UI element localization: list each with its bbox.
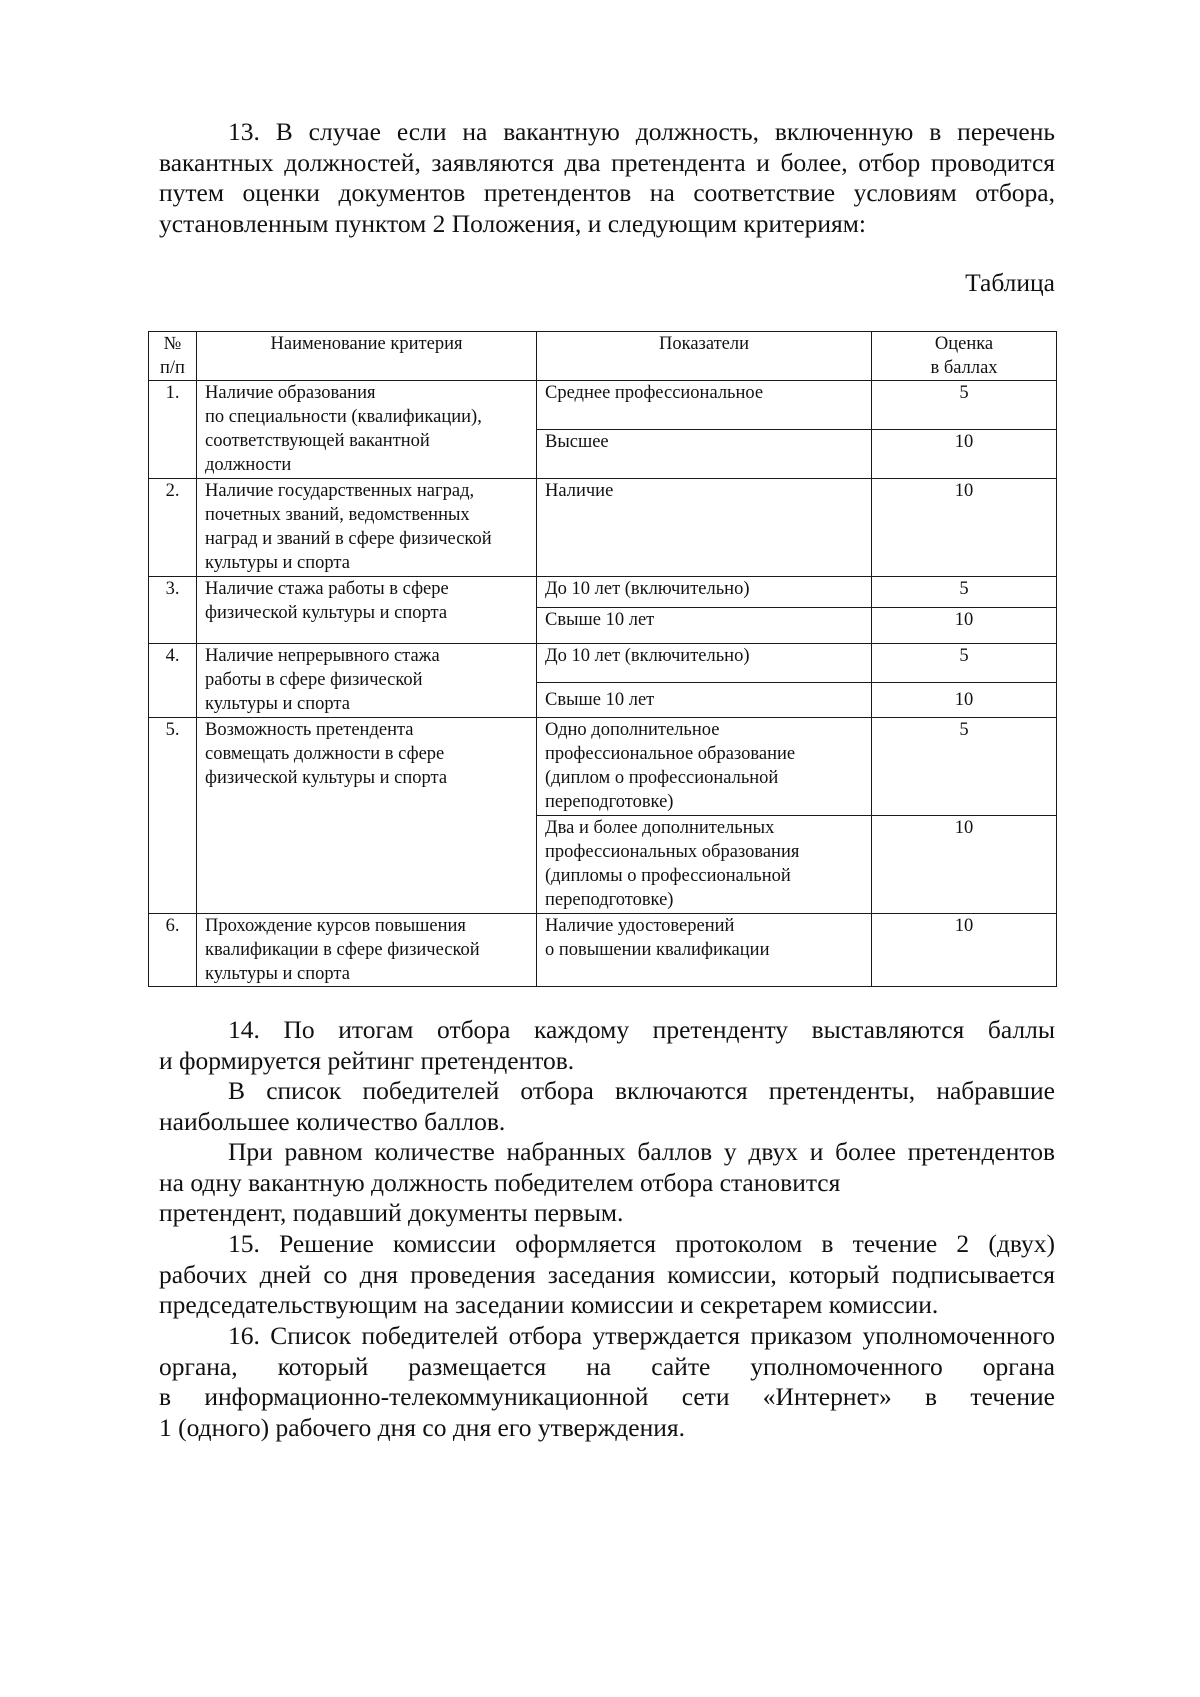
text-line: наибольшее количество баллов. [159, 1106, 506, 1136]
header-number: № п/п [149, 332, 197, 381]
score: 10 [872, 914, 1057, 987]
table-row [149, 577, 1057, 608]
score: 10 [872, 430, 1057, 479]
score: 10 [872, 479, 1057, 577]
indicator: Свыше 10 лет [537, 683, 872, 718]
criterion-name: Возможность претендента совмещать должности в сфере физической культуры и спорта [197, 718, 537, 914]
score: 5 [872, 577, 1057, 608]
text-line: 13. В случае если на вакантную должность, включенную в перечень [228, 117, 1055, 146]
criterion-name: Наличие государственных наград, почетных званий, ведомственных наград и званий в сфере физической культуры и спорта [197, 479, 537, 577]
criteria-table [148, 331, 1057, 987]
row-number: 3. [149, 577, 197, 644]
score: 5 [872, 718, 1057, 816]
score: 5 [872, 644, 1057, 683]
text-line: путем оценки документов претендентов на соответствие условиям отбора, [159, 178, 1055, 207]
paragraph-16 [159, 1321, 1055, 1443]
indicator: Наличие удостоверений о повышении квалификации [537, 914, 872, 987]
text-line: рабочих дней со дня проведения заседания комиссии, который подписывается [159, 1259, 1055, 1289]
text-line: председательствующим на заседании комиссии и секретарем комиссии. [159, 1290, 939, 1319]
paragraph-15 [159, 1229, 1055, 1321]
indicator: Два и более дополнительных профессиональных образования (дипломы о профессиональной переподготовке) [537, 816, 872, 914]
text-line: установленным пунктом 2 Положения, и следующим критериям: [159, 208, 866, 238]
row-number: 1. [149, 381, 197, 479]
indicator: Среднее профессиональное [537, 381, 872, 430]
text-line: в информационно-телекоммуникационной сети «Интернет» в течение [159, 1382, 1055, 1411]
score: 5 [872, 381, 1057, 430]
text-line: В список победителей отбора включаются претенденты, набравшие [228, 1076, 1055, 1105]
table-row [149, 644, 1057, 683]
criterion-name: Наличие образования по специальности (квалификации), соответствующей вакантной должности [197, 381, 537, 479]
text-line: При равном количестве набранных баллов у двух и более претендентов [228, 1137, 1055, 1166]
header-criterion-name: Наименование критерия [197, 332, 537, 381]
indicator: Одно дополнительное профессиональное образование (диплом о профессиональной переподготовке) [537, 718, 872, 816]
indicator: Свыше 10 лет [537, 608, 872, 644]
row-number: 2. [149, 479, 197, 577]
header-score: Оценка в баллах [872, 332, 1057, 381]
text-line: вакантных должностей, заявляются два претендента и более, отбор проводится [159, 147, 1055, 177]
indicator: Наличие [537, 479, 872, 577]
table-row [149, 479, 1057, 577]
header-indicators: Показатели [537, 332, 872, 381]
text-line: 15. Решение комиссии оформляется протоколом в течение 2 (двух) [228, 1229, 1055, 1258]
indicator: До 10 лет (включительно) [537, 644, 872, 683]
criterion-name: Наличие стажа работы в сфере физической культуры и спорта [197, 577, 537, 644]
score: 10 [872, 816, 1057, 914]
table-caption: Таблица [965, 268, 1055, 297]
row-number: 4. [149, 644, 197, 718]
score: 10 [872, 608, 1057, 644]
table-row [149, 914, 1057, 987]
table-header-row [149, 332, 1057, 381]
text-line: 1 (одного) рабочего дня со дня его утверждения. [159, 1412, 685, 1442]
indicator: До 10 лет (включительно) [537, 577, 872, 608]
criterion-name: Наличие непрерывного стажа работы в сфере физической культуры и спорта [197, 644, 537, 718]
text-line: 14. По итогам отбора каждому претенденту выставляются баллы [228, 1015, 1055, 1044]
text-line: 16. Список победителей отбора утверждается приказом уполномоченного [228, 1321, 1055, 1350]
row-number: 5. [149, 718, 197, 914]
indicator: Высшее [537, 430, 872, 479]
criterion-name: Прохождение курсов повышения квалификации в сфере физической культуры и спорта [197, 914, 537, 987]
score: 10 [872, 683, 1057, 718]
text-line: органа, который размещается на сайте уполномоченного органа [159, 1351, 1055, 1381]
text-line: на одну вакантную должность победителем отбора становится [159, 1167, 841, 1197]
text-line: и формируется рейтинг претендентов. [159, 1045, 575, 1075]
text-line: претендент, подавший документы первым. [159, 1198, 624, 1227]
paragraph-13 [159, 117, 1055, 239]
table-row [149, 381, 1057, 430]
row-number: 6. [149, 914, 197, 987]
table-row [149, 718, 1057, 816]
paragraph-14 [159, 1015, 1055, 1229]
